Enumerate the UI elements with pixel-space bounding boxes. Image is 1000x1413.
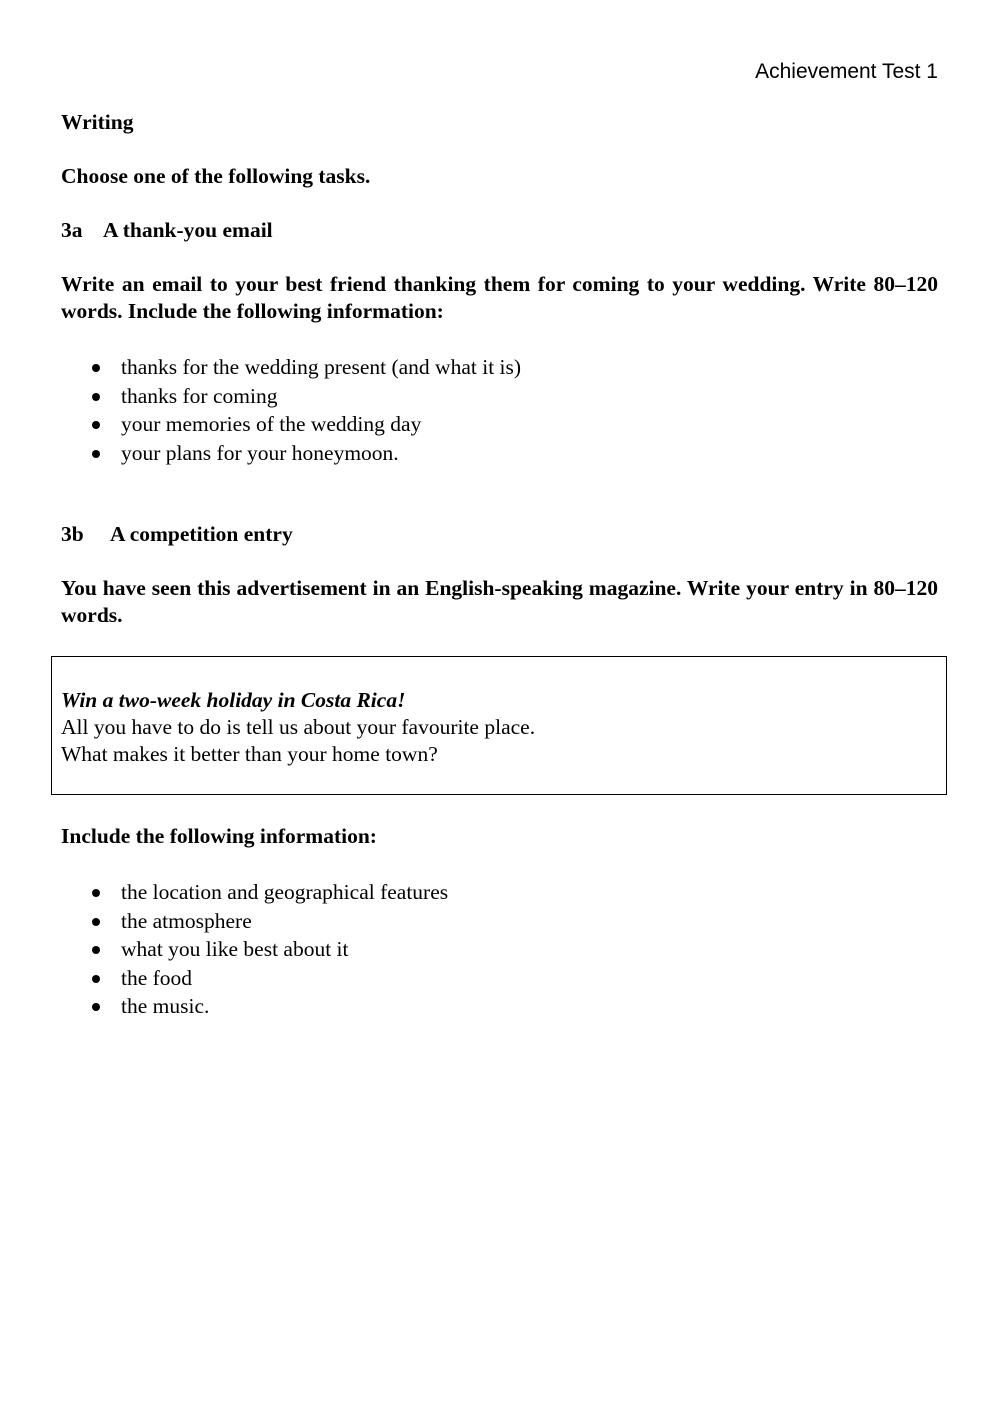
- bullet-icon: [92, 889, 100, 897]
- list-item: your plans for your honeymoon.: [61, 439, 521, 468]
- bullet-icon: [92, 946, 100, 954]
- section-title: Writing: [61, 110, 134, 134]
- bullet-icon: [92, 975, 100, 983]
- task-a-points-list: [61, 353, 521, 467]
- list-item: your memories of the wedding day: [61, 410, 521, 439]
- bullet-icon: [92, 1003, 100, 1011]
- list-item: the food: [61, 964, 448, 993]
- test-name-header: Achievement Test 1: [755, 60, 938, 83]
- bullet-icon: [92, 364, 100, 372]
- advertisement-headline: Win a two-week holiday in Costa Rica!: [61, 688, 406, 712]
- bullet-icon: [92, 393, 100, 401]
- task-b-points-list: [61, 878, 448, 1021]
- include-label: Include the following information:: [61, 824, 377, 848]
- bullet-icon: [92, 450, 100, 458]
- advertisement-box: [51, 656, 947, 795]
- list-item: the location and geographical features: [61, 878, 448, 907]
- task-a-heading: [61, 217, 273, 244]
- bullet-icon: [92, 918, 100, 926]
- task-a-title: A thank-you email: [103, 218, 273, 242]
- list-item: thanks for the wedding present (and what it is): [61, 353, 521, 382]
- task-b-title: A competition entry: [110, 522, 293, 546]
- bullet-icon: [92, 421, 100, 429]
- task-b-instruction: You have seen this advertisement in an English-speaking magazine. Write your entry in 80–120 words.: [61, 576, 938, 627]
- list-item: what you like best about it: [61, 935, 448, 964]
- advertisement-line-2: What makes it better than your home town?: [61, 742, 438, 766]
- task-b-heading: [61, 521, 293, 548]
- advertisement-line-1: All you have to do is tell us about your favourite place.: [61, 715, 536, 739]
- advertisement-text: [61, 687, 535, 768]
- task-b-number: 3b: [61, 522, 84, 546]
- task-a-number: 3a: [61, 218, 83, 242]
- list-item: the music.: [61, 992, 448, 1021]
- list-item: thanks for coming: [61, 382, 521, 411]
- task-a-instruction: Write an email to your best friend thanking them for coming to your wedding. Write 80–120 words. Include the following information:: [61, 272, 938, 323]
- list-item: the atmosphere: [61, 907, 448, 936]
- intro-text: Choose one of the following tasks.: [61, 164, 371, 188]
